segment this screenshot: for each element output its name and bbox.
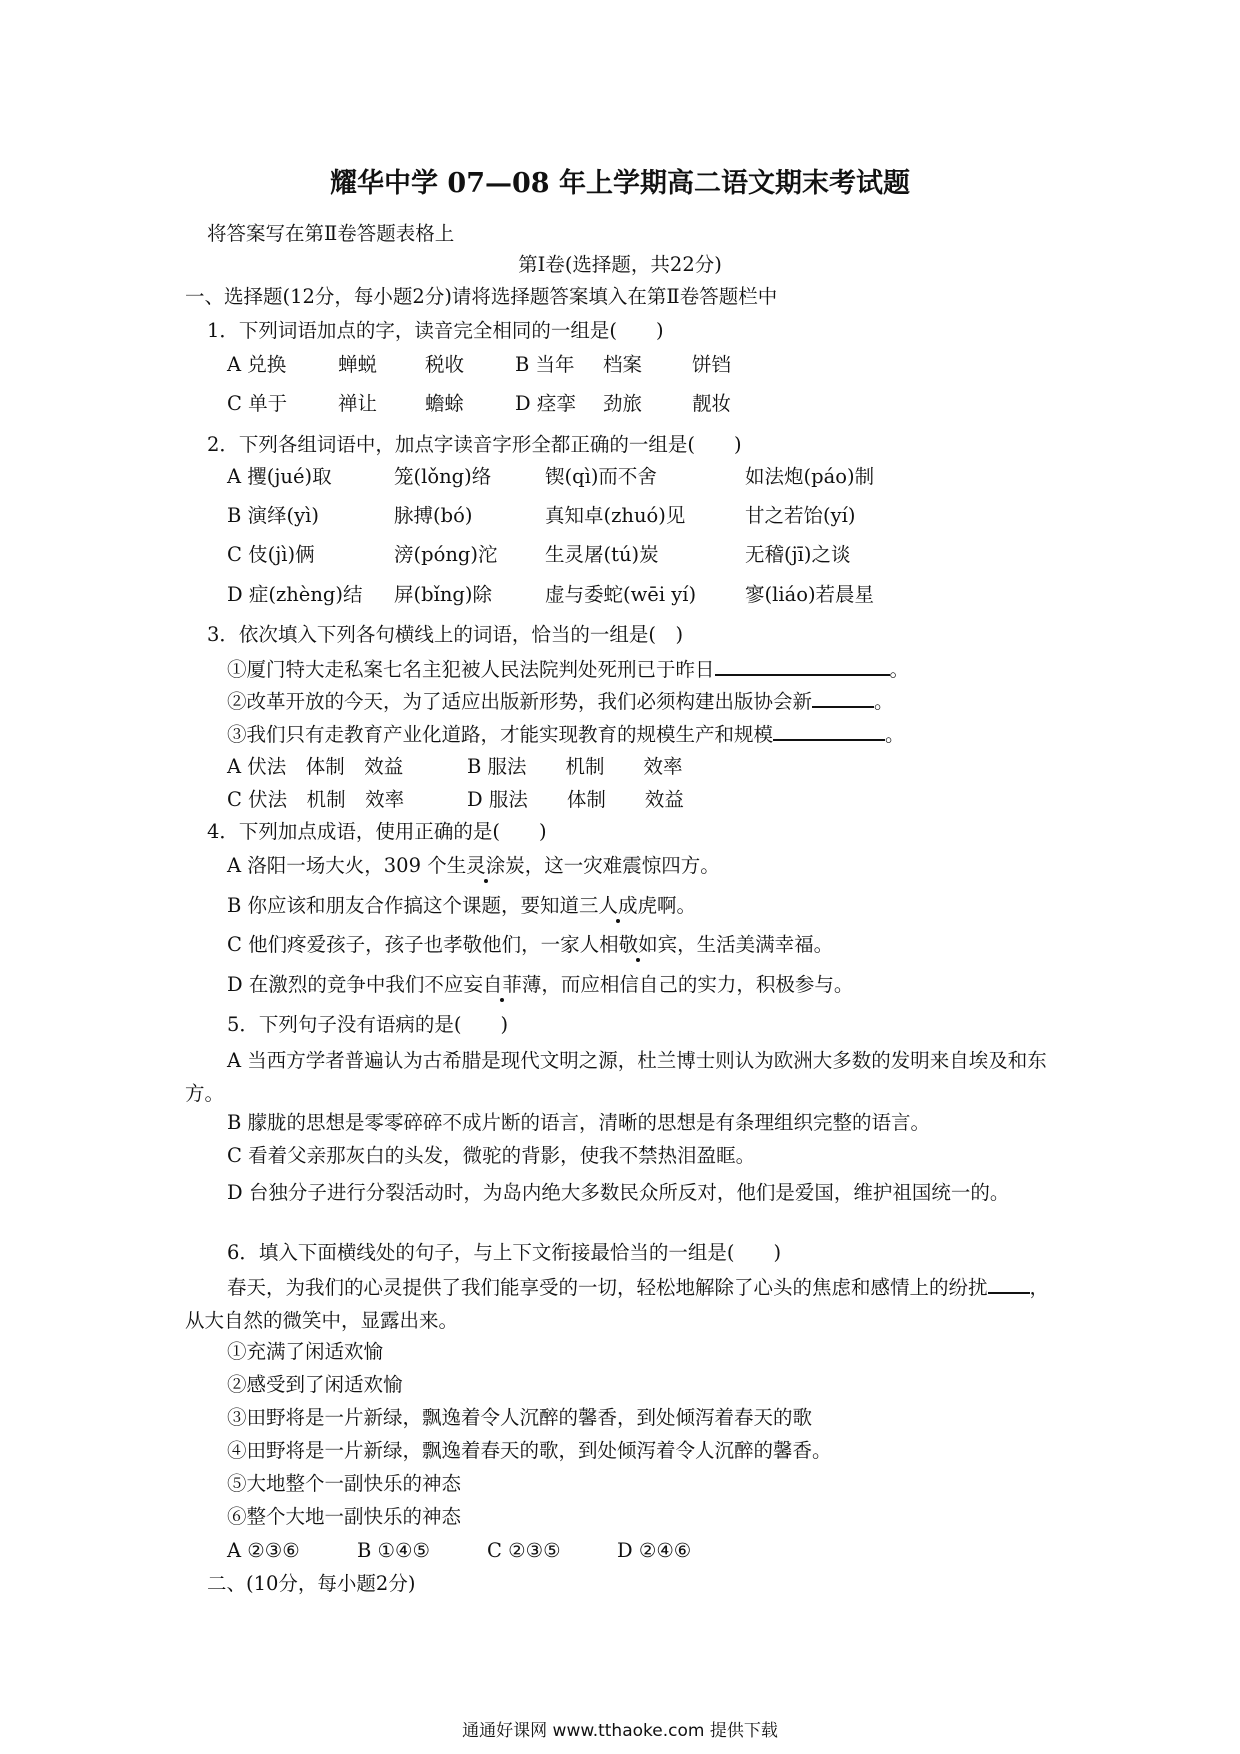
volume1-heading: 第Ⅰ卷(选择题，共22分) [518, 253, 722, 276]
q6-item: ②感受到了闲适欢愉 [227, 1373, 403, 1396]
q2-option: 真知卓(zhuó)见 [545, 504, 686, 527]
q6-option: A ②③⑥ [227, 1539, 300, 1562]
q4-option-d: D 在激烈的竞争中我们不应妄自菲薄，而应相信自己的实力，积极参与。 [227, 973, 854, 996]
q3-sentence-2: ②改革开放的今天，为了适应出版新形势，我们必须构建出版协会新 。 [227, 690, 894, 713]
q5-stem: 5．下列句子没有语病的是( ) [227, 1013, 509, 1036]
q2-options-row [227, 503, 1027, 533]
q1-option: A 兑换 [227, 353, 287, 376]
q1-options-row2 [227, 391, 1027, 421]
q2-option: 笼(lǒng)络 [394, 465, 492, 488]
section2-heading: 二、(10分，每小题2分) [207, 1572, 416, 1595]
q2-option: 甘之若饴(yí) [745, 504, 856, 527]
q1-option: 饼铛 [692, 353, 732, 376]
q1-option: 税收 [425, 353, 465, 376]
q2-options-row [227, 582, 1027, 612]
q6-passage: 春天，为我们的心灵提供了我们能享受的一切，轻松地解除了心头的焦虑和感情上的纷扰 ，从大自然的微笑中，显露出来。 [185, 1276, 1050, 1332]
q6-item: ①充满了闲适欢愉 [227, 1340, 384, 1363]
exam-title: 耀华中学 07—08 年上学期高二语文期末考试题 [330, 168, 910, 199]
q2-options-row [227, 542, 1027, 572]
q2-options-row [227, 464, 1027, 494]
q6-item: ⑤大地整个一副快乐的神态 [227, 1472, 462, 1495]
q1-option: 蟾蜍 [425, 392, 465, 415]
q1-option: 蝉蜕 [338, 353, 378, 376]
q2-option: B 演绎(yì) [227, 504, 319, 527]
q1-option: 劲旅 [603, 392, 643, 415]
q1-option: C 单于 [227, 392, 288, 415]
q3-stem: 3．依次填入下列各句横线上的词语，恰当的一组是( ) [207, 623, 684, 646]
q5-option-b: B 朦胧的思想是零零碎碎不成片断的语言，清晰的思想是有条理组织完整的语言。 [227, 1111, 931, 1134]
q6-item: ③田野将是一片新绿，飘逸着令人沉醉的馨香，到处倾泻着春天的歌 [227, 1406, 813, 1429]
q2-option: 寥(liáo)若晨星 [745, 583, 875, 606]
q1-option: 靓妆 [692, 392, 732, 415]
q6-option: D ②④⑥ [617, 1539, 692, 1562]
fill-blank [812, 688, 874, 708]
q2-option: 锲(qì)而不舍 [545, 465, 657, 488]
q3-option-c: C 伏法 机制 效率 [227, 788, 405, 811]
page-footer: 通通好课网 www.tthaoke.com 提供下载 [462, 1721, 778, 1741]
dotted-idiom: 妄自菲薄 [463, 973, 542, 996]
answer-instruction: 将答案写在第Ⅱ卷答题表格上 [207, 222, 455, 245]
q1-options-row1 [227, 352, 1027, 382]
q2-option: 无稽(jī)之谈 [745, 543, 851, 566]
q3-sentence-3: ③我们只有走教育产业化道路，才能实现教育的规模生产和规模 。 [227, 723, 905, 746]
q1-option: 档案 [603, 353, 643, 376]
q2-stem: 2．下列各组词语中，加点字读音字形全都正确的一组是( ) [207, 433, 742, 456]
fill-blank [715, 656, 890, 676]
q3-option-a: A 伏法 体制 效益 [227, 755, 404, 778]
q6-options [227, 1538, 827, 1568]
q2-option: 脉搏(bó) [394, 504, 473, 527]
q6-option: C ②③⑤ [487, 1539, 561, 1562]
q5-option-c: C 看着父亲那灰白的头发，微驼的背影，使我不禁热泪盈眶。 [227, 1144, 756, 1167]
q4-stem: 4．下列加点成语，使用正确的是( ) [207, 820, 547, 843]
q6-option: B ①④⑤ [357, 1539, 430, 1562]
dotted-idiom: 生灵涂炭 [446, 854, 525, 877]
q6-item: ④田野将是一片新绿，飘逸着春天的歌，到处倾泻着令人沉醉的馨香。 [227, 1439, 832, 1462]
q4-option-b: B 你应该和朋友合作搞这个课题，要知道三人成虎啊。 [227, 894, 697, 917]
q2-option: 屏(bǐng)除 [394, 583, 492, 606]
q2-option: A 攫(jué)取 [227, 465, 332, 488]
q2-option: D 症(zhèng)结 [227, 583, 363, 606]
q6-stem: 6．填入下面横线处的句子，与上下文衔接最恰当的一组是( ) [227, 1241, 782, 1264]
q1-option: D 痉挛 [515, 392, 576, 415]
q4-option-c: C 他们疼爱孩子，孩子也孝敬他们，一家人相敬如宾，生活美满幸福。 [227, 933, 834, 956]
q2-option: 生灵屠(tú)炭 [545, 543, 659, 566]
dotted-idiom: 三人成虎 [579, 894, 658, 917]
q1-option: B 当年 [515, 353, 575, 376]
section1-heading: 一、选择题(12分，每小题2分)请将选择题答案填入在第Ⅱ卷答题栏中 [185, 285, 778, 308]
q5-option-d: D 台独分子进行分裂活动时，为岛内绝大多数民众所反对，他们是爱国，维护祖国统一的。 [227, 1181, 1010, 1204]
q4-option-a: A 洛阳一场大火，309 个生灵涂炭，这一灾难震惊四方。 [227, 854, 720, 877]
q5-option-a: A 当西方学者普遍认为古希腊是现代文明之源，杜兰博士则认为欧洲大多数的发明来自埃及和东方。 [185, 1049, 1047, 1105]
q3-option-b: B 服法 机制 效率 [467, 755, 683, 778]
q1-stem: 1．下列词语加点的字，读音完全相同的一组是( ) [207, 319, 664, 342]
q3-sentence-1: ①厦门特大走私案七名主犯被人民法院判处死刑已于昨日 。 [227, 658, 910, 681]
dotted-idiom: 相敬如宾 [599, 933, 678, 956]
q2-option: 虚与委蛇(wēi yí) [545, 583, 697, 606]
q2-option: 如法炮(páo)制 [745, 465, 875, 488]
fill-blank [988, 1274, 1030, 1294]
fill-blank [773, 721, 885, 741]
q6-item: ⑥整个大地一副快乐的神态 [227, 1505, 462, 1528]
q3-option-d: D 服法 体制 效益 [467, 788, 684, 811]
q1-option: 禅让 [338, 392, 378, 415]
q2-option: C 伎(jì)俩 [227, 543, 315, 566]
q2-option: 滂(póng)沱 [394, 543, 498, 566]
